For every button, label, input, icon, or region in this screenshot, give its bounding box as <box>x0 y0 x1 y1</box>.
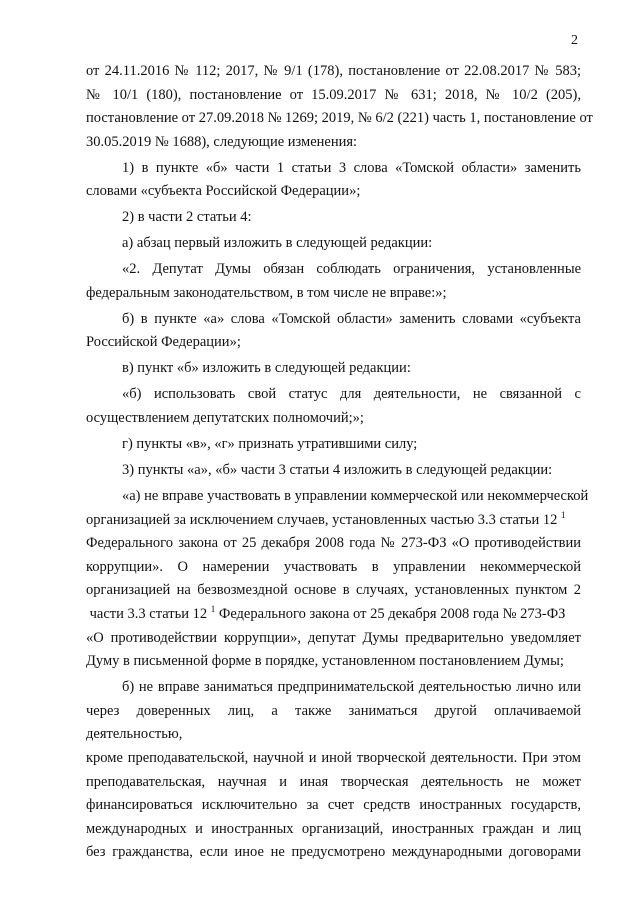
item-2-sub-g <box>86 433 581 457</box>
text-line: «О противодействии коррупции», депутат Думы предварительно уведомляет <box>86 629 581 646</box>
paragraph-b <box>86 676 581 865</box>
superscript: 1 <box>561 509 566 520</box>
text-line: 30.05.2019 № 1688), следующие изменения: <box>86 133 358 150</box>
page-number: 2 <box>571 33 578 48</box>
text-line: осуществлением депутатских полномочий;»; <box>86 410 364 427</box>
text-line: б) не вправе заниматься предпринимательской деятельностью лично или <box>122 679 581 696</box>
text-line-with-footnote <box>86 509 581 533</box>
text-line: б) в пункте «а» слова «Томской области» заменить словами «субъекта <box>122 310 581 327</box>
item-2-sub-a <box>86 232 581 256</box>
text-line: преподавательская, научная и иная творческая деятельность не может <box>86 773 581 790</box>
item-2-sub-v-quote <box>86 383 581 430</box>
item-1-paragraph <box>86 157 581 204</box>
item-2-sub-b <box>86 308 581 355</box>
text-line: коррупции». О намерении участвовать в управлении некоммерческой <box>86 558 581 575</box>
paragraph-a <box>86 485 589 674</box>
text-line: международных и иностранных организаций, иностранных граждан и лиц <box>86 820 581 837</box>
text-fragment: части 3.3 статьи 12 <box>89 605 208 622</box>
item-3-heading <box>86 459 581 483</box>
text-line-with-footnote <box>86 603 581 627</box>
text-line: без гражданства, если иное не предусмотрено международными договорами <box>86 844 581 861</box>
text-line: кроме преподавательской, научной и иной творческой деятельности. При этом <box>86 749 581 766</box>
text-line: «б) использовать свой статус для деятельности, не связанной с <box>122 386 581 403</box>
text-line: Думу в письменной форме в порядке, установленном постановлением Думы; <box>86 653 564 670</box>
item-2-sub-v <box>86 357 581 381</box>
text-line: «2. Депутат Думы обязан соблюдать ограничения, установленные <box>122 261 581 278</box>
text-line: № 10/1 (180), постановление от 15.09.2017 № 631; 2018, № 10/2 (205), <box>86 86 581 103</box>
text-line: Российской Федерации»; <box>86 334 241 351</box>
text-line: постановление от 27.09.2018 № 1269; 2019, № 6/2 (221) часть 1, постановление от <box>86 110 593 127</box>
text-line: Федерального закона от 25 декабря 2008 года № 273-ФЗ «О противодействии <box>86 535 581 552</box>
text-line: в) пункт «б» изложить в следующей редакции: <box>122 360 411 377</box>
text-fragment: Федерального закона от 25 декабря 2008 года № 273-ФЗ <box>218 605 566 622</box>
item-2-quote <box>86 258 581 305</box>
text-line: 3) пункты «а», «б» части 3 статьи 4 изложить в следующей редакции: <box>122 462 553 479</box>
text-line: словами «субъекта Российской Федерации»; <box>86 183 361 200</box>
document-body <box>86 60 593 865</box>
text-line: «а) не вправе участвовать в управлении коммерческой или некоммерческой <box>122 488 589 504</box>
text-line: г) пункты «в», «г» признать утратившими силу; <box>122 436 418 453</box>
text-line: 2) в части 2 статьи 4: <box>122 209 252 226</box>
intro-paragraph <box>86 60 593 154</box>
text-line: федеральным законодательством, в том числе не вправе:»; <box>86 284 447 301</box>
text-fragment: организацией за исключением случаев, установленных частью 3.3 статьи 12 <box>86 511 558 528</box>
text-line: финансироваться исключительно за счет средств иностранных государств, <box>86 797 581 814</box>
text-line: от 24.11.2016 № 112; 2017, № 9/1 (178), постановление от 22.08.2017 № 583; <box>86 63 581 79</box>
superscript: 1 <box>210 603 216 614</box>
item-2-heading <box>86 206 581 230</box>
text-line: 1) в пункте «б» части 1 статьи 3 слова «Томской области» заменить <box>122 159 581 176</box>
text-line: а) абзац первый изложить в следующей редакции: <box>122 235 433 252</box>
text-line: через доверенных лиц, а также заниматься другой оплачиваемой деятельностью, <box>86 702 581 743</box>
text-line: организацией на безвозмездной основе в случаях, установленных пунктом 2 <box>86 582 581 599</box>
